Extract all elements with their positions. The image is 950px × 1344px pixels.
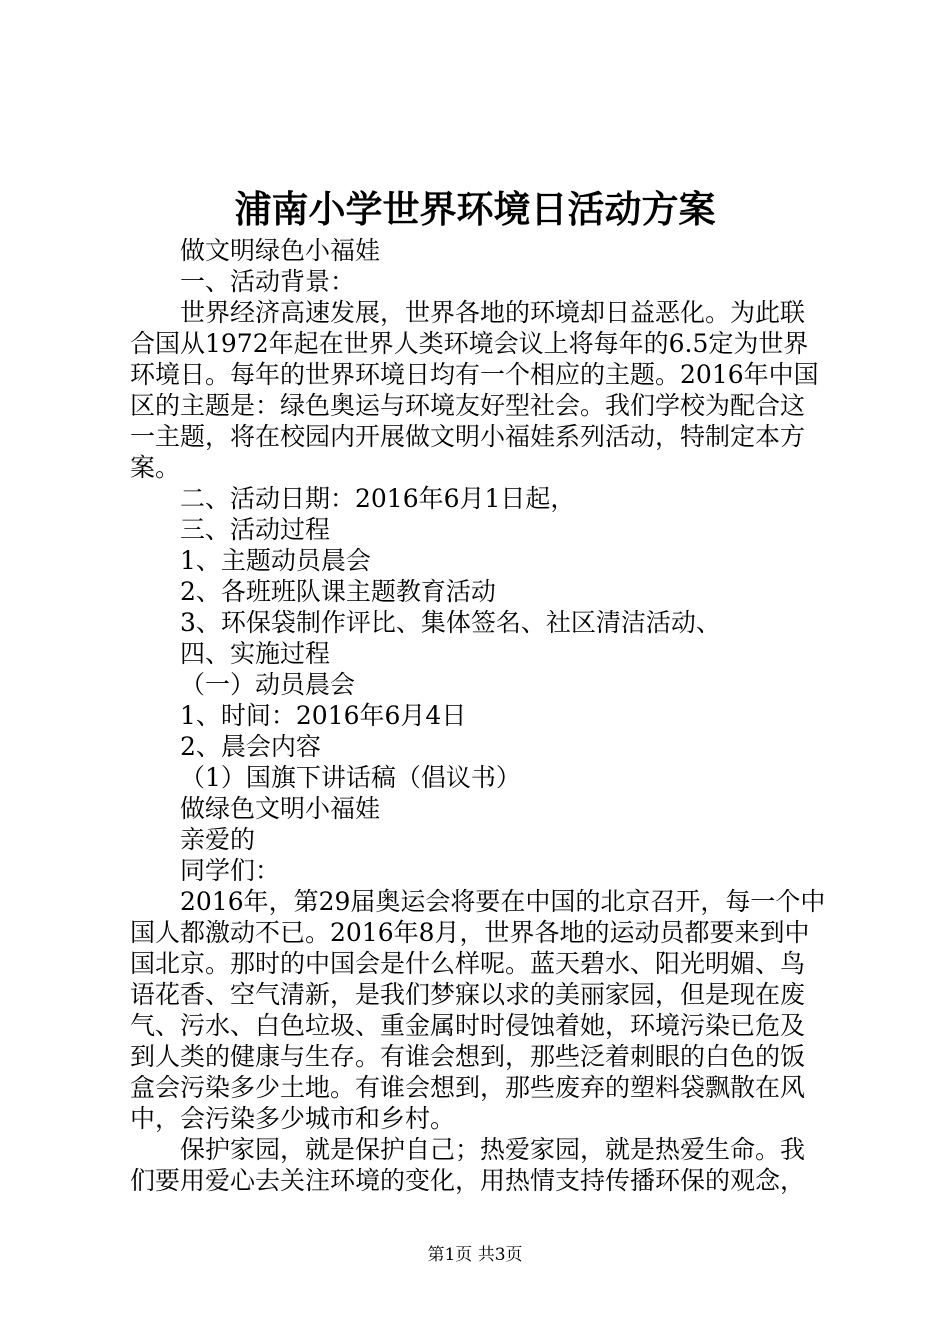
body-line: 亲爱的 — [180, 825, 256, 854]
body-line: 案。 — [130, 453, 181, 482]
body-line: 1、主题动员晨会 — [180, 546, 371, 575]
document-body — [130, 235, 828, 1196]
body-line: 语花香、空气清新，是我们梦寐以求的美丽家园，但是现在废 — [130, 980, 806, 1009]
body-line: 2、晨会内容 — [180, 732, 321, 761]
body-line: 一主题，将在校园内开展做文明小福娃系列活动，特制定本方 — [130, 422, 806, 451]
document-title: 浦南小学世界环境日活动方案 — [234, 187, 716, 231]
body-line: 2、各班班队课主题教育活动 — [180, 577, 496, 606]
body-line: 三、活动过程 — [180, 515, 331, 544]
body-line: 区的主题是：绿色奥运与环境友好型社会。我们学校为配合这 — [130, 391, 806, 420]
body-line: 做绿色文明小福娃 — [180, 794, 381, 823]
body-line: 合国从1972年起在世界人类环境会议上将每年的6.5定为世界 — [130, 329, 809, 358]
body-line: 中，会污染多少城市和乡村。 — [130, 1104, 456, 1133]
body-line: 3、环保袋制作评比、集体签名、社区清洁活动、 — [180, 608, 721, 637]
body-line: 气、污水、白色垃圾、重金属时时侵蚀着她，环境污染已危及 — [130, 1011, 806, 1040]
body-line: 同学们： — [180, 856, 281, 885]
body-line: （一）动员晨会 — [180, 670, 356, 699]
body-line: 到人类的健康与生存。有谁会想到，那些泛着刺眼的白色的饭 — [130, 1042, 806, 1071]
body-line: 1、时间：2016年6月4日 — [180, 701, 467, 730]
body-line: 国北京。那时的中国会是什么样呢。蓝天碧水、阳光明媚、鸟 — [130, 949, 806, 978]
body-line: 保护家园，就是保护自己；热爱家园，就是热爱生命。我 — [180, 1135, 806, 1164]
body-line: 二、活动日期：2016年6月1日起， — [180, 484, 576, 513]
body-line: （1）国旗下讲话稿（倡议书） — [180, 763, 521, 792]
body-line: 四、实施过程 — [180, 639, 331, 668]
body-line: 世界经济高速发展，世界各地的环境却日益恶化。为此联 — [180, 298, 806, 327]
body-line: 们要用爱心去关注环境的变化，用热情支持传播环保的观念， — [130, 1166, 806, 1195]
body-line: 盒会污染多少土地。有谁会想到，那些废弃的塑料袋飘散在风 — [130, 1073, 806, 1102]
body-line: 国人都激动不已。2016年8月，世界各地的运动员都要来到中 — [130, 918, 810, 947]
body-line: 环境日。每年的世界环境日均有一个相应的主题。2016年中国 — [130, 360, 819, 389]
body-line: 2016年，第29届奥运会将要在中国的北京召开，每一个中 — [180, 887, 826, 916]
page-footer: 第1页 共3页 — [427, 1245, 523, 1265]
body-line: 一、活动背景： — [180, 267, 356, 296]
body-line: 做文明绿色小福娃 — [180, 236, 381, 265]
